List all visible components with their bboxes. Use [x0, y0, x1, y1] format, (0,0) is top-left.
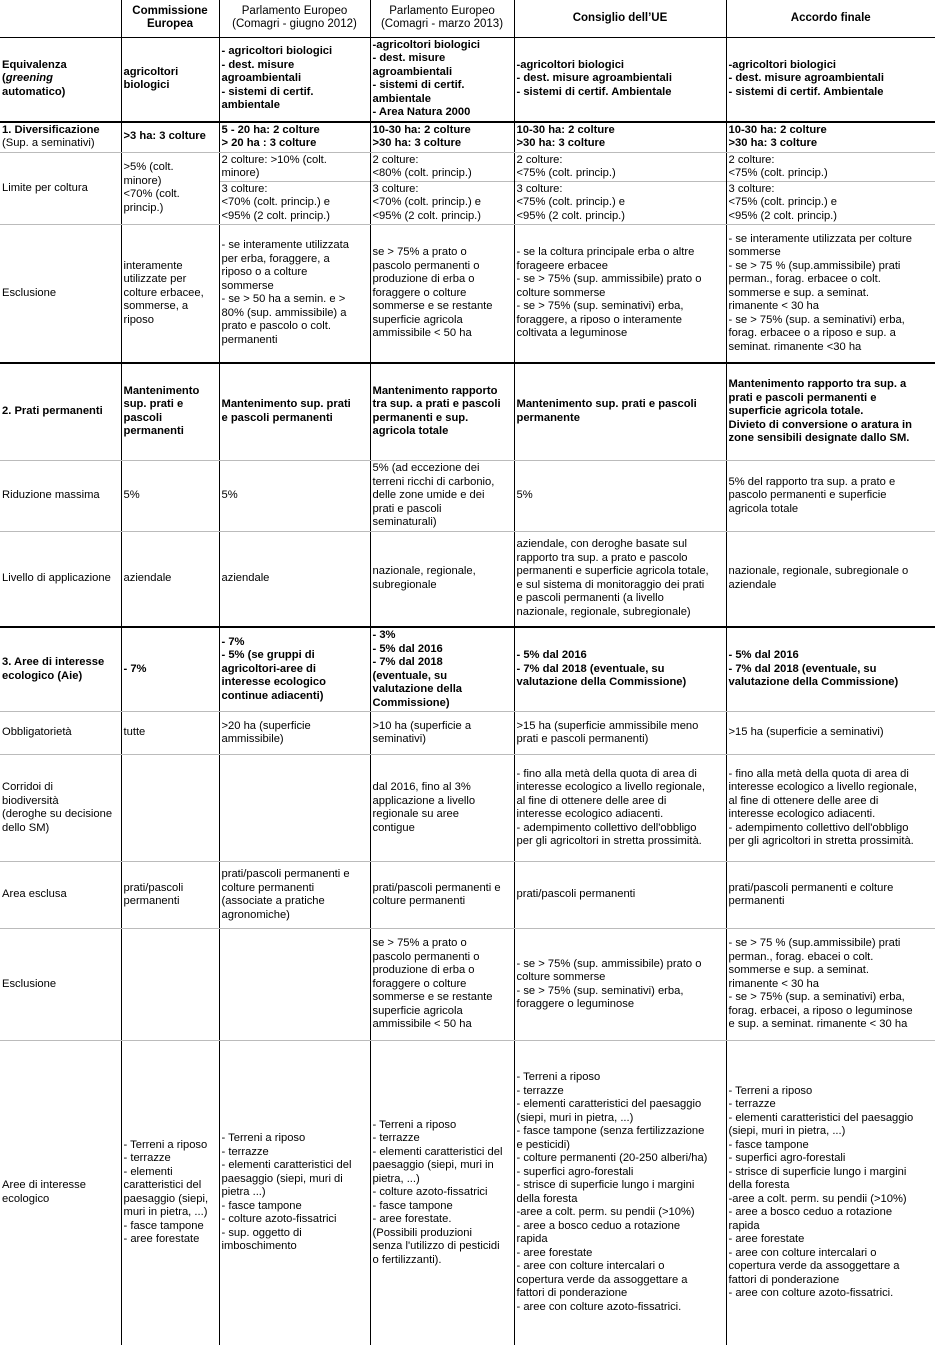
cell-area-esclusa-c4: prati/pascoli permanenti — [514, 862, 726, 929]
label-esclusione-2: Esclusione — [0, 929, 121, 1041]
cell-esclusione1-c2: - se interamente utilizzata per erba, foraggere, a riposo o a colture sommerse - se > 50 ha a semin. e > 80% (sup. ammissibile) a prato e pascolo o colt. permanenti — [219, 225, 370, 363]
cell-obbligatorieta-c4: >15 ha (superficie ammissibile meno prati e pascoli permanenti) — [514, 712, 726, 755]
cell-livello-c5: nazionale, regionale, subregionale o aziendale — [726, 531, 935, 627]
cell-livello-c4: aziendale, con deroghe basate sul rapporto tra sup. a prato e pascolo permanenti e superficie agricola totale, e sul sistema di monitoraggio dei prati e pascoli permanenti (a livello nazionale, regionale, subregionale) — [514, 531, 726, 627]
row-esclusione-2 — [0, 929, 935, 1041]
cell-aree-int-c4: - Terreni a riposo - terrazze - elementi caratteristici del paesaggio (siepi, muri in pietra, ...) - fasce tampone (senza fertilizzazione e pesticidi) - colture permanenti (20-250 alberi/ha) - superfici agro-forestali - strisce di superficie lungo i margini della foresta -aree a colt. perm. su pendii (>10%) - aree a bosco ceduo a rotazione rapida - aree forestate - aree con colture intercalari o copertura verde da assoggettare a fattori di ponderazione - aree con colture azoto-fissatrici. — [514, 1041, 726, 1345]
label-corridoi: Corridoi di biodiversità (deroghe su decisione dello SM) — [0, 755, 121, 862]
cell-equivalenza-c1: agricoltori biologici — [121, 37, 219, 122]
cell-limite-c5 — [726, 152, 935, 225]
cell-prati-c1: Mantenimento sup. prati e pascoli permanenti — [121, 363, 219, 461]
header-parlamento-2013: Parlamento Europeo (Comagri - marzo 2013) — [370, 0, 514, 37]
cell-aie-c1: - 7% — [121, 627, 219, 712]
cell-diversificazione-c3: 10-30 ha: 2 colture >30 ha: 3 colture — [370, 122, 514, 153]
cell-esclusione1-c4: - se la coltura principale erba o altre forageere erbacee - se > 75% (sup. ammissibile) prato o colture sommerse - se > 75% (sup. seminativi) erba, foraggere, a riposo o interamente coltivata a leguminose — [514, 225, 726, 363]
cell-limite-c2 — [219, 152, 370, 225]
cell-riduzione-c1: 5% — [121, 461, 219, 532]
label-prati: 2. Prati permanenti — [0, 363, 121, 461]
cell-aie-c5: - 5% dal 2016 - 7% dal 2018 (eventuale, su valutazione della Commissione) — [726, 627, 935, 712]
cell-area-esclusa-c5: prati/pascoli permanenti e colture permanenti — [726, 862, 935, 929]
cell-esclusione2-c4: - se > 75% (sup. ammissibile) prato o colture sommerse - se > 75% (sup. seminativi) erba, foraggere o leguminose — [514, 929, 726, 1041]
label-livello: Livello di applicazione — [0, 531, 121, 627]
cell-limite-c2-a: 2 colture: >10% (colt. minore) — [220, 153, 370, 182]
cell-limite-c3 — [370, 152, 514, 225]
cell-aie-c3: - 3% - 5% dal 2016 - 7% dal 2018 (eventuale, su valutazione della Commissione) — [370, 627, 514, 712]
label-diversificazione: 1. Diversificazione (Sup. a seminativi) — [0, 122, 121, 153]
cell-corridoi-c3: dal 2016, fino al 3% applicazione a livello regionale su aree contigue — [370, 755, 514, 862]
row-prati — [0, 363, 935, 461]
header-accordo: Accordo finale — [726, 0, 935, 37]
row-obbligatorieta — [0, 712, 935, 755]
label-limite: Limite per coltura — [0, 152, 121, 225]
row-corridoi — [0, 755, 935, 862]
cell-esclusione2-c3: se > 75% a prato o pascolo permanenti o produzione di erba o foraggere o colture sommerse e se restante superficie agricola ammissibile < 50 ha — [370, 929, 514, 1041]
cell-limite-c4 — [514, 152, 726, 225]
cell-esclusione2-c2 — [219, 929, 370, 1041]
label-obbligatorieta: Obbligatorietà — [0, 712, 121, 755]
label-riduzione: Riduzione massima — [0, 461, 121, 532]
cell-prati-c2: Mantenimento sup. prati e pascoli permanenti — [219, 363, 370, 461]
cell-riduzione-c4: 5% — [514, 461, 726, 532]
row-riduzione — [0, 461, 935, 532]
cell-diversificazione-c1: >3 ha: 3 colture — [121, 122, 219, 153]
cell-corridoi-c5: - fino alla metà della quota di area di interesse ecologico a livello regionale, al fine di ottenere delle aree di interesse ecologico adiacenti. - adempimento collettivo dell'obbligo per gli agricoltori in stretta prossimità. — [726, 755, 935, 862]
cell-limite-c5-b: 3 colture: <75% (colt. princip.) e <95% (2 colt. princip.) — [728, 182, 838, 222]
cell-aree-int-c1: - Terreni a riposo - terrazze - elementi caratteristici del paesaggio (siepi, muri in pietra, ...) - fasce tampone - aree forestate — [121, 1041, 219, 1345]
row-aree-interesse — [0, 1041, 935, 1345]
cell-livello-c1: aziendale — [121, 531, 219, 627]
cell-esclusione1-c1: interamente utilizzate per colture erbacee, sommerse, a riposo — [121, 225, 219, 363]
cell-prati-c5: Mantenimento rapporto tra sup. a prati e pascoli permanenti e superficie agricola totale. Divieto di conversione o aratura in zone sensibili designate dallo SM. — [726, 363, 935, 461]
cell-limite-c2-b: 3 colture: <70% (colt. princip.) e <95% (2 colt. princip.) — [221, 182, 331, 222]
cell-esclusione1-c3: se > 75% a prato o pascolo permanenti o produzione di erba o foraggere o colture sommerse e se restante superficie agricola ammissibile < 50 ha — [370, 225, 514, 363]
cell-obbligatorieta-c1: tutte — [121, 712, 219, 755]
cell-limite-c3-b: 3 colture: <70% (colt. princip.) e <95% (2 colt. princip.) — [372, 182, 482, 222]
cell-aree-int-c5: - Terreni a riposo - terrazze - elementi caratteristici del paesaggio (siepi, muri in pietra, ...) - fasce tampone - superfici agro-forestali - strisce di superficie lungo i margini della foresta -aree a colt. perm. su pendii (>10%) - aree a bosco ceduo a rotazione rapida - aree forestate - aree con colture intercalari o copertura verde da assoggettare a fattori di ponderazione - aree con colture azoto-fissatrici. — [726, 1041, 935, 1345]
cell-corridoi-c1 — [121, 755, 219, 862]
cell-riduzione-c5: 5% del rapporto tra sup. a prato e pascolo permanenti e superficie agricola totale — [726, 461, 935, 532]
cell-diversificazione-c4: 10-30 ha: 2 colture >30 ha: 3 colture — [514, 122, 726, 153]
header-parlamento-2012: Parlamento Europeo (Comagri - giugno 2012) — [219, 0, 370, 37]
cell-aie-c4: - 5% dal 2016 - 7% dal 2018 (eventuale, su valutazione della Commissione) — [514, 627, 726, 712]
row-esclusione-1 — [0, 225, 935, 363]
cell-corridoi-c2 — [219, 755, 370, 862]
row-equivalenza — [0, 37, 935, 122]
row-limite — [0, 152, 935, 225]
cell-limite-c3-a: 2 colture: <80% (colt. princip.) — [371, 153, 514, 182]
label-aree-interesse: Aree di interesse ecologico — [2, 1179, 86, 1205]
cell-limite-c1: >5% (colt. minore) <70% (colt. princip.) — [121, 152, 219, 225]
cell-area-esclusa-c3: prati/pascoli permanenti e colture permanenti — [370, 862, 514, 929]
header-row — [0, 0, 935, 37]
cell-equivalenza-c5: -agricoltori biologici - dest. misure agroambientali - sistemi di certif. Ambientale — [726, 37, 935, 122]
cell-obbligatorieta-c3: >10 ha (superficie a seminativi) — [370, 712, 514, 755]
cell-prati-c3: Mantenimento rapporto tra sup. a prati e pascoli permanenti e sup. agricola totale — [370, 363, 514, 461]
row-area-esclusa — [0, 862, 935, 929]
cell-obbligatorieta-c2: >20 ha (superficie ammissibile) — [219, 712, 370, 755]
cell-limite-c4-a: 2 colture: <75% (colt. princip.) — [515, 153, 726, 182]
cell-riduzione-c2: 5% — [219, 461, 370, 532]
row-aie — [0, 627, 935, 712]
cell-livello-c3: nazionale, regionale, subregionale — [370, 531, 514, 627]
cell-aree-int-c2: - Terreni a riposo - terrazze - elementi caratteristici del paesaggio (siepi, muri di pietra ...) - fasce tampone - colture azoto-fissatrici - sup. oggetto di imboschimento — [219, 1041, 370, 1345]
cell-equivalenza-c2: - agricoltori biologici - dest. misure agroambientali - sistemi di certif. ambientale — [219, 37, 370, 122]
cell-prati-c4: Mantenimento sup. prati e pascoli permanente — [514, 363, 726, 461]
cell-equivalenza-c3: -agricoltori biologici - dest. misure agroambientali - sistemi di certif. ambientale - Area Natura 2000 — [370, 37, 514, 122]
header-commissione: Commissione Europea — [121, 0, 219, 37]
label-equivalenza: Equivalenza (greening automatico) — [0, 37, 121, 122]
cell-esclusione2-c1 — [121, 929, 219, 1041]
cell-livello-c2: aziendale — [219, 531, 370, 627]
cell-esclusione1-c5: - se interamente utilizzata per colture sommerse - se > 75 % (sup.ammissibile) prati perman., forag. erbacee o colt. sommerse e sup. a seminat. rimanente < 30 ha - se > 75% (sup. a seminativi) erba, forag. erbacee o a riposo e sup. a seminat. rimanente <30 ha — [726, 225, 935, 363]
cell-diversificazione-c5: 10-30 ha: 2 colture >30 ha: 3 colture — [726, 122, 935, 153]
cell-obbligatorieta-c5: >15 ha (superficie a seminativi) — [726, 712, 935, 755]
cell-corridoi-c4: - fino alla metà della quota di area di interesse ecologico a livello regionale, al fine di ottenere delle aree di interesse ecologico adiacenti. - adempimento collettivo dell'obbligo per gli agricoltori in stretta prossimità. — [514, 755, 726, 862]
cell-aree-int-c3: - Terreni a riposo - terrazze - elementi caratteristici del paesaggio (siepi, muri in pietra, ...) - colture azoto-fissatrici - fasce tampone - aree forestate. (Possibili produzioni senza l'utilizzo di pesticidi o fertilizzanti). — [370, 1041, 514, 1345]
label-esclusione-1: Esclusione — [0, 225, 121, 363]
row-diversificazione — [0, 122, 935, 153]
cell-area-esclusa-c1: prati/pascoli permanenti — [121, 862, 219, 929]
cell-riduzione-c3: 5% (ad eccezione dei terreni ricchi di carbonio, delle zone umide e dei prati e pascoli seminaturali) — [370, 461, 514, 532]
cell-limite-c4-b: 3 colture: <75% (colt. princip.) e <95% (2 colt. princip.) — [516, 182, 626, 222]
cell-area-esclusa-c2: prati/pascoli permanenti e colture permanenti (associate a pratiche agronomiche) — [219, 862, 370, 929]
header-empty — [0, 0, 121, 37]
cell-diversificazione-c2: 5 - 20 ha: 2 colture > 20 ha : 3 colture — [219, 122, 370, 153]
row-livello — [0, 531, 935, 627]
header-consiglio: Consiglio dell’UE — [514, 0, 726, 37]
cell-limite-c5-a: 2 colture: <75% (colt. princip.) — [727, 153, 935, 182]
cell-aie-c2: - 7% - 5% (se gruppi di agricoltori-aree di interesse ecologico continue adiacenti) — [219, 627, 370, 712]
cell-equivalenza-c4: -agricoltori biologici - dest. misure agroambientali - sistemi di certif. Ambientale — [514, 37, 726, 122]
cell-esclusione2-c5: - se > 75 % (sup.ammissibile) prati perman., forag. ebacei o colt. sommerse e sup. a seminat. rimanente < 30 ha - se > 75% (sup. a seminativi) erba, forag. erbacei, a riposo o leguminose e sup. a seminat. rimanente < 30 ha — [726, 929, 935, 1041]
label-area-esclusa: Area esclusa — [0, 862, 121, 929]
label-aie: 3. Aree di interesse ecologico (Aie) — [0, 627, 121, 712]
